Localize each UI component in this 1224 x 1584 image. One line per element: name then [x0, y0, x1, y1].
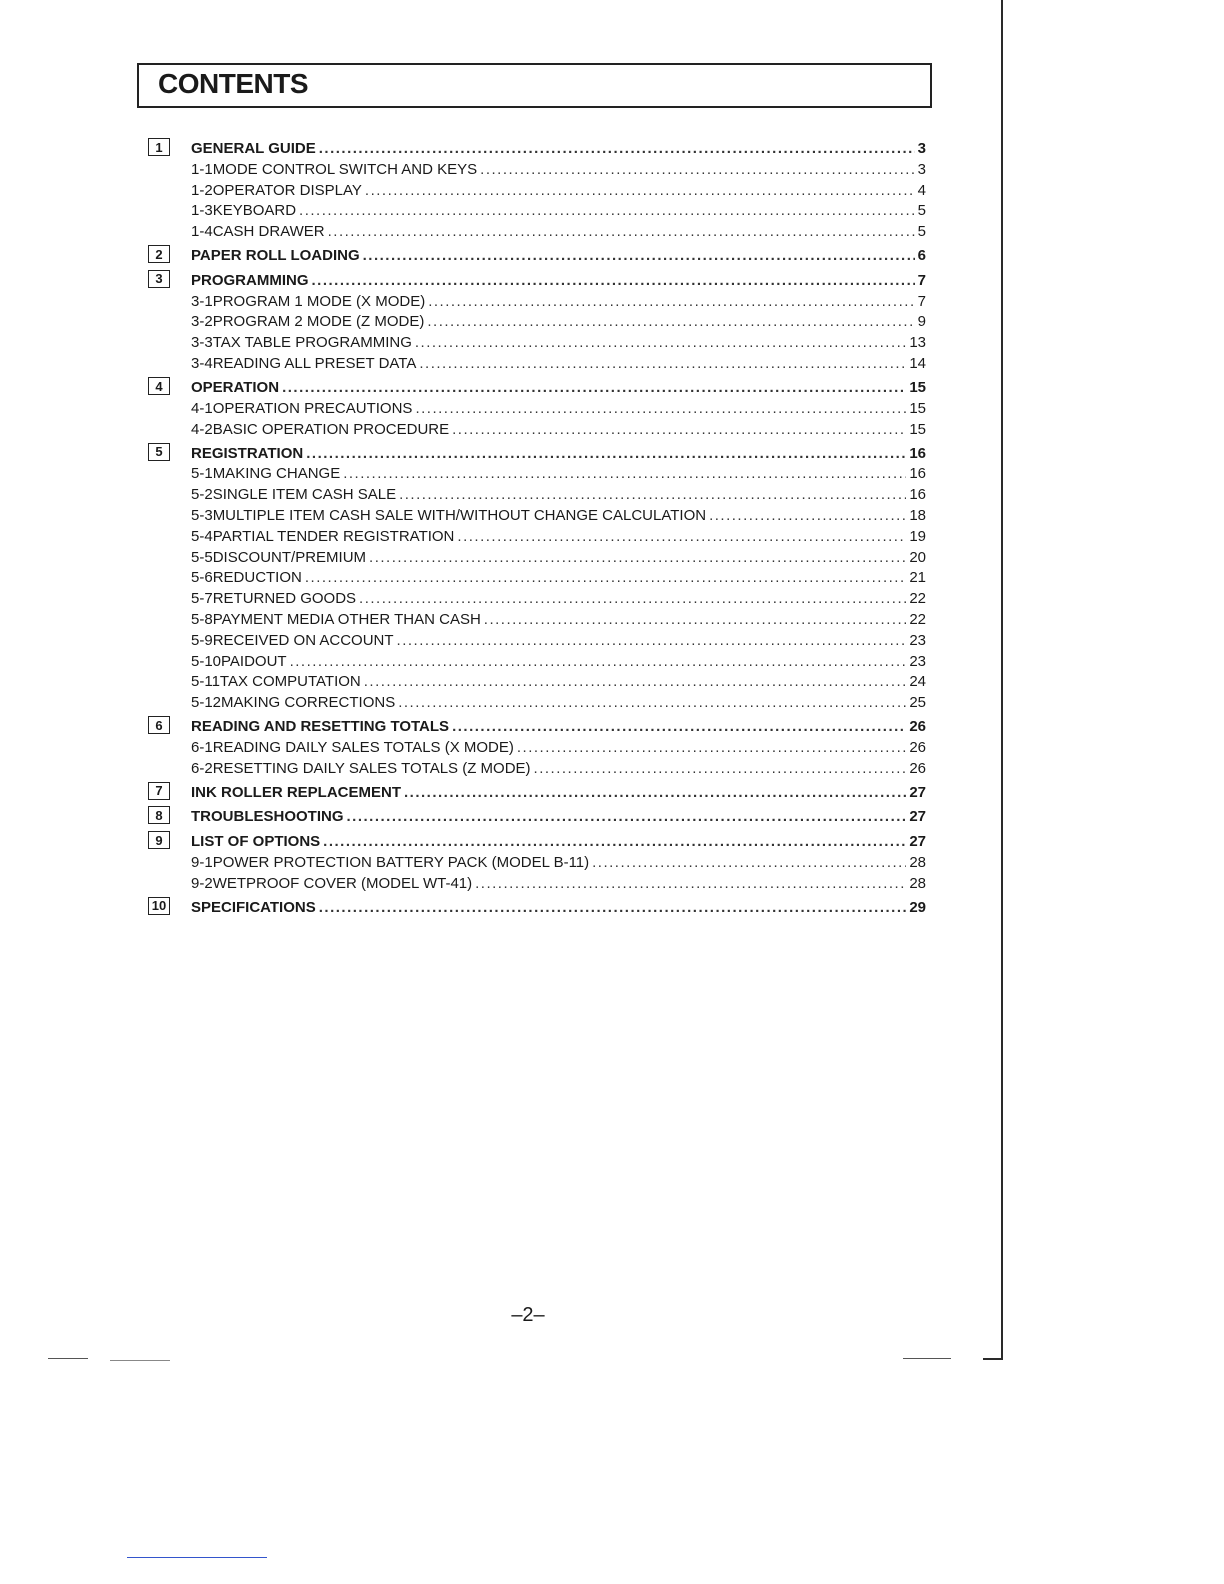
- subsection-label: TAX TABLE PROGRAMMING: [212, 334, 412, 352]
- subsection-label: READING DAILY SALES TOTALS (X MODE): [212, 739, 514, 756]
- dot-leader: [299, 202, 915, 219]
- toc-entry: [191, 899, 926, 916]
- toc-subsection-row: [148, 650, 926, 670]
- section-number-box: 7: [148, 782, 170, 800]
- subsection-number: 3-4: [191, 355, 213, 372]
- subsection-page-number: 20: [909, 548, 926, 566]
- subsection-label: PROGRAM 1 MODE (X MODE): [212, 292, 426, 310]
- subsection-number: 5-8: [191, 611, 213, 628]
- subsection-number: 5-1: [191, 465, 213, 483]
- subsection-label: RECEIVED ON ACCOUNT: [212, 631, 394, 649]
- subsection-number: 5-10: [191, 652, 222, 670]
- dot-leader: [363, 247, 915, 264]
- toc-entry: [191, 445, 926, 462]
- section-page-number: 3: [917, 140, 926, 157]
- toc-entry: [191, 313, 926, 330]
- toc-subsection-row: [148, 525, 926, 545]
- subsection-page-number: 5: [917, 223, 926, 241]
- toc-subsection-row: [148, 872, 926, 892]
- subsection-number: 5-2: [191, 486, 213, 504]
- subsection-page-number: 15: [909, 420, 926, 438]
- subsection-label: RETURNED GOODS: [212, 590, 357, 608]
- toc-subsection-row: [148, 158, 926, 178]
- subsection-label: MODE CONTROL SWITCH AND KEYS: [212, 160, 478, 178]
- dot-leader: [517, 739, 906, 756]
- subsection-label: DISCOUNT/PREMIUM: [212, 548, 367, 566]
- subsection-label: SINGLE ITEM CASH SALE: [212, 486, 397, 504]
- subsection-page-number: 15: [909, 399, 926, 417]
- toc-subsection-row: [148, 608, 926, 628]
- toc-section-row: [148, 137, 926, 157]
- section-number-box: 10: [148, 897, 170, 915]
- toc-entry: [191, 528, 926, 545]
- toc-section-row: [148, 896, 926, 916]
- section-label: PROGRAMMING: [191, 271, 309, 289]
- dot-leader: [709, 507, 906, 524]
- toc-entry: [191, 486, 926, 503]
- toc-subsection-row: [148, 290, 926, 310]
- section-number-box: 6: [148, 716, 170, 734]
- subsection-number: 5-6: [191, 569, 213, 587]
- section-page-number: 16: [909, 444, 926, 462]
- subsection-number: 5-11: [191, 673, 220, 691]
- dot-leader: [457, 528, 906, 545]
- subsection-number: 1-2: [191, 181, 213, 199]
- dot-leader: [343, 465, 906, 482]
- subsection-page-number: 14: [909, 355, 926, 372]
- dot-leader: [404, 784, 906, 801]
- subsection-label: BASIC OPERATION PROCEDURE: [212, 420, 450, 438]
- subsection-number: 3-1: [191, 292, 213, 310]
- subsection-label: CASH DRAWER: [212, 223, 325, 241]
- toc-section-row: [148, 830, 926, 850]
- subsection-label: PAIDOUT: [221, 652, 287, 670]
- toc-subsection-row: [148, 483, 926, 503]
- toc-entry: [191, 202, 926, 219]
- subsection-label: KEYBOARD: [212, 202, 297, 220]
- subsection-page-number: 19: [909, 527, 926, 545]
- subsection-page-number: 4: [917, 181, 926, 199]
- section-page-number: 27: [909, 783, 926, 801]
- page-number: –2–: [511, 1304, 545, 1326]
- section-number-box: 9: [148, 831, 170, 849]
- toc-entry: [191, 247, 926, 264]
- toc-subsection-row: [148, 546, 926, 566]
- subsection-label: TAX COMPUTATION: [219, 673, 361, 691]
- section-number-box: 8: [148, 806, 170, 824]
- section-label: GENERAL GUIDE: [191, 140, 316, 157]
- toc-subsection-row: [148, 566, 926, 586]
- toc-entry: [191, 739, 926, 756]
- subsection-page-number: 18: [909, 507, 926, 524]
- subsection-page-number: 28: [909, 853, 926, 871]
- toc-subsection-row: [148, 504, 926, 524]
- toc-section-row: [148, 805, 926, 825]
- subsection-page-number: 13: [909, 334, 926, 352]
- subsection-page-number: 23: [909, 631, 926, 649]
- subsection-label: MULTIPLE ITEM CASH SALE WITH/WITHOUT CHANGE CALCULATION: [212, 507, 707, 524]
- dot-leader: [475, 875, 906, 892]
- subsection-number: 1-1: [191, 160, 213, 178]
- toc-entry: [191, 293, 926, 310]
- section-number-box: 3: [148, 270, 170, 288]
- toc-entry: [191, 875, 926, 892]
- section-page-number: 15: [909, 379, 926, 396]
- toc-subsection-row: [148, 757, 926, 777]
- toc-section-row: [148, 715, 926, 735]
- subsection-number: 5-9: [191, 631, 213, 649]
- subsection-page-number: 3: [917, 160, 926, 178]
- toc-section-row: [148, 376, 926, 396]
- subsection-number: 3-2: [191, 313, 213, 331]
- scan-artifact: [110, 1360, 170, 1361]
- toc-subsection-row: [148, 397, 926, 417]
- toc-entry: [191, 833, 926, 850]
- toc-entry: [191, 632, 926, 649]
- subsection-page-number: 9: [917, 313, 926, 331]
- toc-entry: [191, 182, 926, 199]
- dot-leader: [415, 334, 906, 351]
- dot-leader: [428, 293, 914, 310]
- subsection-page-number: 16: [909, 486, 926, 504]
- subsection-label: OPERATION PRECAUTIONS: [212, 399, 413, 417]
- toc-entry: [191, 611, 926, 628]
- toc-subsection-row: [148, 851, 926, 871]
- subsection-label: WETPROOF COVER (MODEL WT-41): [212, 874, 473, 892]
- subsection-label: MAKING CORRECTIONS: [221, 694, 396, 712]
- subsection-label: PROGRAM 2 MODE (Z MODE): [212, 313, 425, 331]
- dot-leader: [398, 694, 906, 711]
- dot-leader: [427, 313, 914, 330]
- subsection-page-number: 16: [909, 465, 926, 483]
- section-page-number: 6: [917, 247, 926, 265]
- toc-subsection-row: [148, 310, 926, 330]
- dot-leader: [319, 899, 907, 916]
- subsection-page-number: 7: [917, 292, 926, 310]
- dot-leader: [480, 161, 914, 178]
- section-page-number: 27: [909, 808, 926, 826]
- section-label: TROUBLESHOOTING: [191, 808, 344, 826]
- toc-entry: [191, 140, 926, 157]
- subsection-page-number: 26: [909, 739, 926, 756]
- toc-entry: [191, 808, 926, 825]
- subsection-number: 5-12: [191, 694, 222, 712]
- subsection-page-number: 5: [917, 202, 926, 220]
- subsection-number: 5-7: [191, 590, 213, 608]
- toc-entry: [191, 223, 926, 240]
- subsection-number: 4-2: [191, 420, 213, 438]
- section-page-number: 26: [909, 718, 926, 736]
- dot-leader: [364, 673, 907, 690]
- subsection-label: OPERATOR DISPLAY: [212, 181, 362, 199]
- subsection-label: READING ALL PRESET DATA: [212, 355, 417, 372]
- dot-leader: [305, 569, 906, 586]
- section-label: SPECIFICATIONS: [191, 898, 316, 916]
- toc-entry: [191, 549, 926, 566]
- dot-leader: [290, 653, 907, 670]
- toc-entry: [191, 590, 926, 607]
- subsection-page-number: 24: [909, 673, 926, 691]
- section-number-box: 1: [148, 138, 170, 156]
- toc-entry: [191, 507, 926, 524]
- section-label: PAPER ROLL LOADING: [191, 247, 360, 265]
- dot-leader: [359, 590, 906, 607]
- section-page-number: 29: [909, 898, 926, 916]
- toc-entry: [191, 854, 926, 871]
- subsection-page-number: 26: [909, 759, 926, 777]
- subsection-page-number: 22: [909, 611, 926, 628]
- toc-entry: [191, 400, 926, 417]
- dot-leader: [282, 379, 906, 396]
- toc-entry: [191, 784, 926, 801]
- toc-entry: [191, 465, 926, 482]
- toc-entry: [191, 718, 926, 735]
- toc-subsection-row: [148, 629, 926, 649]
- section-label: REGISTRATION: [191, 444, 304, 462]
- toc-entry: [191, 272, 926, 289]
- toc-entry: [191, 653, 926, 670]
- toc-subsection-row: [148, 462, 926, 482]
- dot-leader: [452, 718, 906, 735]
- subsection-page-number: 25: [909, 694, 926, 712]
- subsection-number: 9-1: [191, 853, 213, 871]
- dot-leader: [419, 355, 906, 372]
- subsection-page-number: 21: [909, 569, 926, 587]
- subsection-number: 5-3: [191, 507, 213, 524]
- section-number-box: 2: [148, 245, 170, 263]
- section-label: OPERATION: [191, 379, 280, 396]
- dot-leader: [369, 549, 906, 566]
- scan-artifact: [903, 1358, 951, 1359]
- contents-title-box: [137, 63, 932, 108]
- dot-leader: [312, 272, 915, 289]
- toc-subsection-row: [148, 670, 926, 690]
- subsection-label: RESETTING DAILY SALES TOTALS (Z MODE): [212, 759, 531, 777]
- toc-entry: [191, 421, 926, 438]
- toc-section-row: [148, 244, 926, 264]
- subsection-label: PAYMENT MEDIA OTHER THAN CASH: [212, 611, 481, 628]
- toc-entry: [191, 760, 926, 777]
- subsection-label: POWER PROTECTION BATTERY PACK (MODEL B-11): [212, 853, 590, 871]
- dot-leader: [328, 223, 915, 240]
- section-number-box: 4: [148, 377, 170, 395]
- toc-subsection-row: [148, 331, 926, 351]
- toc-entry: [191, 334, 926, 351]
- subsection-number: 1-4: [191, 223, 213, 241]
- subsection-number: 9-2: [191, 874, 213, 892]
- scan-artifact: [127, 1557, 267, 1558]
- toc-subsection-row: [148, 736, 926, 756]
- dot-leader: [397, 632, 907, 649]
- subsection-number: 1-3: [191, 202, 213, 220]
- subsection-page-number: 22: [909, 590, 926, 608]
- dot-leader: [484, 611, 907, 628]
- toc-subsection-row: [148, 179, 926, 199]
- subsection-page-number: 23: [909, 652, 926, 670]
- subsection-number: 3-3: [191, 334, 213, 352]
- toc-entry: [191, 673, 926, 690]
- toc-entry: [191, 379, 926, 396]
- subsection-number: 4-1: [191, 399, 213, 417]
- dot-leader: [323, 833, 906, 850]
- subsection-number: 5-5: [191, 548, 213, 566]
- toc-section-row: [148, 269, 926, 289]
- subsection-number: 6-2: [191, 759, 213, 777]
- page-edge-line: [1001, 0, 1003, 1360]
- page-title: CONTENTS: [158, 68, 308, 99]
- toc-subsection-row: [148, 352, 926, 372]
- dot-leader: [347, 808, 907, 825]
- dot-leader: [592, 854, 906, 871]
- section-label: INK ROLLER REPLACEMENT: [191, 783, 401, 801]
- toc-section-row: [148, 442, 926, 462]
- toc-subsection-row: [148, 691, 926, 711]
- dot-leader: [319, 140, 915, 157]
- scan-artifact: [48, 1358, 88, 1359]
- toc-section-row: [148, 781, 926, 801]
- section-label: LIST OF OPTIONS: [191, 833, 321, 850]
- dot-leader: [452, 421, 906, 438]
- toc-entry: [191, 355, 926, 372]
- section-number-box: 5: [148, 443, 170, 461]
- toc-subsection-row: [148, 199, 926, 219]
- subsection-label: REDUCTION: [212, 569, 302, 587]
- subsection-page-number: 28: [909, 874, 926, 892]
- toc-entry: [191, 569, 926, 586]
- toc-entry: [191, 694, 926, 711]
- dot-leader: [399, 486, 906, 503]
- dot-leader: [365, 182, 915, 199]
- toc-subsection-row: [148, 220, 926, 240]
- section-page-number: 27: [909, 833, 926, 850]
- section-page-number: 7: [917, 271, 926, 289]
- dot-leader: [415, 400, 906, 417]
- toc-entry: [191, 161, 926, 178]
- subsection-number: 6-1: [191, 739, 213, 756]
- subsection-label: MAKING CHANGE: [212, 465, 341, 483]
- dot-leader: [534, 760, 907, 777]
- page-edge-line: [983, 1358, 1003, 1360]
- dot-leader: [306, 445, 906, 462]
- toc-subsection-row: [148, 418, 926, 438]
- section-label: READING AND RESETTING TOTALS: [191, 718, 450, 736]
- subsection-label: PARTIAL TENDER REGISTRATION: [212, 527, 455, 545]
- subsection-number: 5-4: [191, 527, 213, 545]
- toc-subsection-row: [148, 587, 926, 607]
